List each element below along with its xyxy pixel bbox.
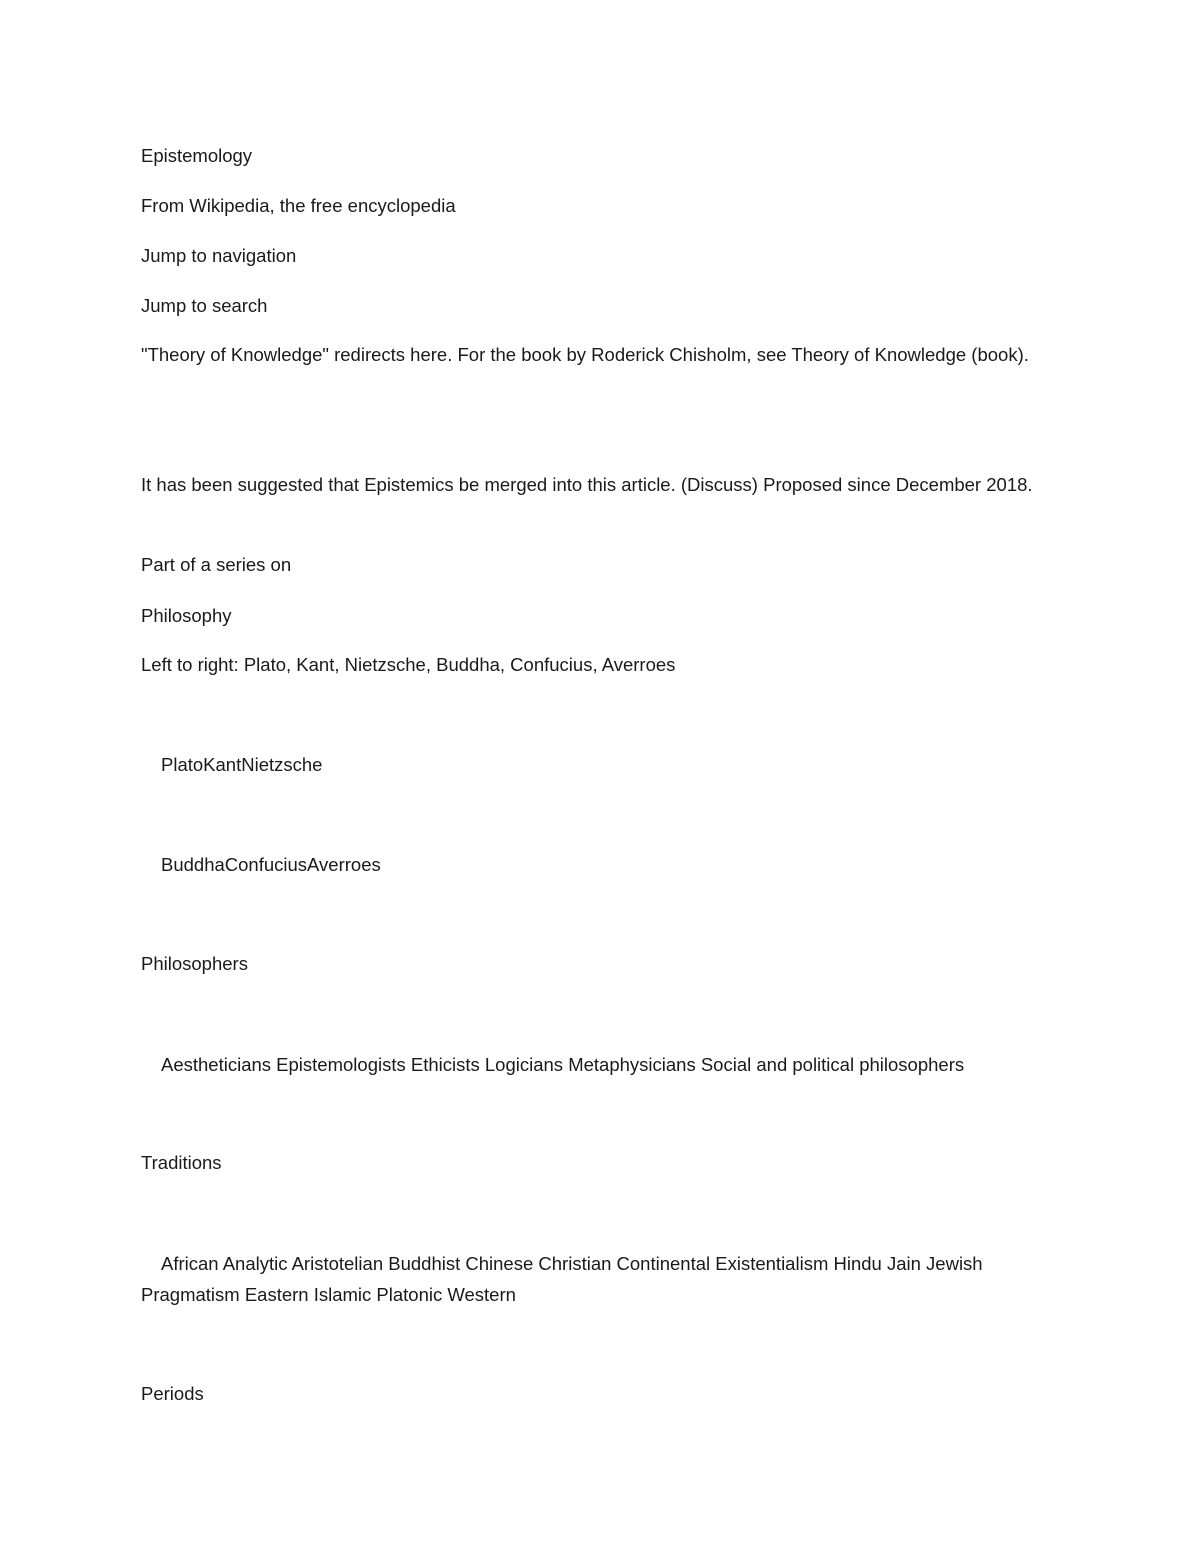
series-name: Philosophy xyxy=(141,605,232,626)
traditions-heading: Traditions xyxy=(141,1152,222,1173)
philosophers-heading: Philosophers xyxy=(141,953,248,974)
traditions-list: African Analytic Aristotelian Buddhist Chinese Christian Continental Existentialism Hindu Jain Jewish Pragmatism Eastern Islamic Platonic Western xyxy=(141,1253,983,1305)
hatnote: "Theory of Knowledge" redirects here. For the book by Roderick Chisholm, see Theory of Knowledge (book). xyxy=(141,344,1029,365)
jump-to-navigation-link[interactable]: Jump to navigation xyxy=(141,245,297,266)
jump-to-search-link[interactable]: Jump to search xyxy=(141,295,268,316)
image-row-1: PlatoKantNietzsche xyxy=(161,754,323,775)
page-title: Epistemology xyxy=(141,145,253,166)
series-intro: Part of a series on xyxy=(141,554,292,575)
philosophers-list: Aestheticians Epistemologists Ethicists Logicians Metaphysicians Social and political philosophers xyxy=(161,1054,965,1075)
image-caption: Left to right: Plato, Kant, Nietzsche, Buddha, Confucius, Averroes xyxy=(141,654,676,675)
image-row-2: BuddhaConfuciusAverroes xyxy=(161,854,381,875)
merge-notice: It has been suggested that Epistemics be merged into this article. (Discuss) Proposed since December 2018. xyxy=(141,474,1033,495)
page-subtitle: From Wikipedia, the free encyclopedia xyxy=(141,195,456,216)
periods-heading: Periods xyxy=(141,1383,204,1404)
